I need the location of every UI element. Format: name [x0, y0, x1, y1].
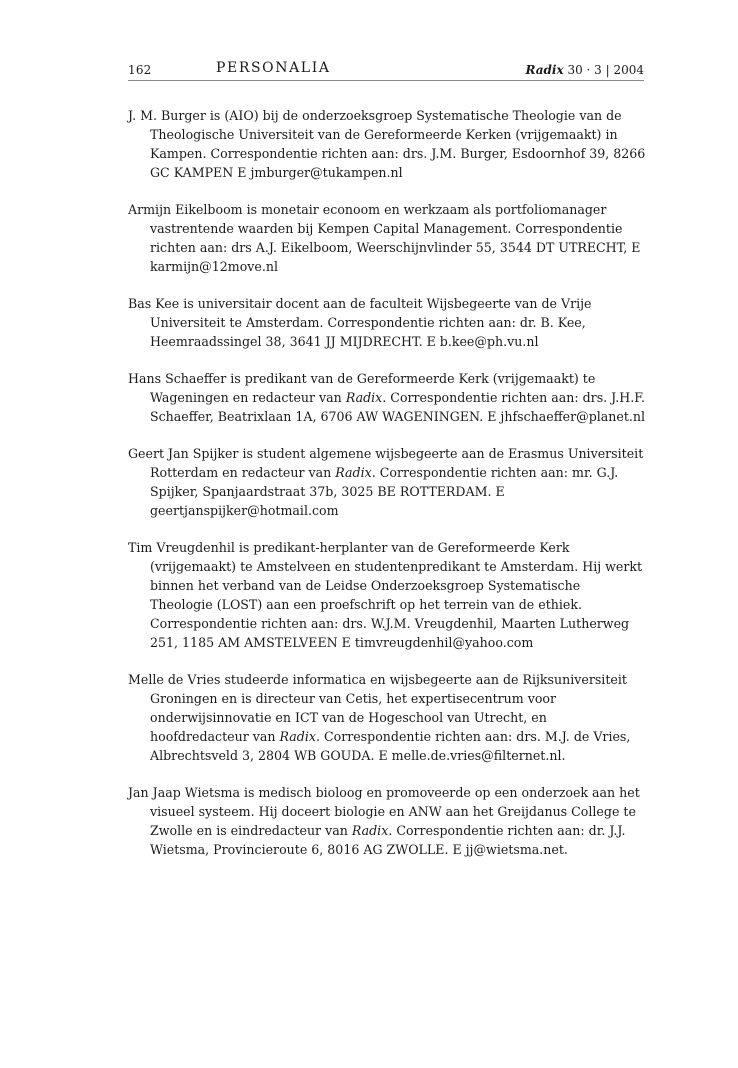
- contributor-entry-de-vries: Melle de Vries studeerde informatica en wijsbegeerte aan de Rijksuniversiteit Groningen en is directeur van Cetis, het expertisecentrum voor onderwijsinnovatie en ICT van de Hogeschool van Utrecht, en hoofdredacteur van Radix. Correspondentie richten aan: drs. M.J. de Vries, Albrechtsveld 3, 2804 WB GOUDA. E melle.de.vries@filternet.nl.: [128, 672, 631, 763]
- journal-info: [525, 63, 644, 77]
- contributor-entry-kee: Bas Kee is universitair docent aan de faculteit Wijsbegeerte van de Vrije Universiteit te Amsterdam. Correspondentie richten aan: dr. B. Kee, Heemraadssingel 38, 3641 JJ MIJDRECHT. E b.kee@ph.vu.nl: [128, 296, 592, 349]
- running-header: [128, 60, 644, 81]
- contributor-entry-spijker: Geert Jan Spijker is student algemene wijsbegeerte aan de Erasmus Universiteit Rotterdam en redacteur van Radix. Correspondentie richten aan: mr. G.J. Spijker, Spanjaardstraat 37b, 3025 BE ROTTERDAM. E geertjanspijker@hotmail.com: [128, 446, 644, 518]
- journal-name: Radix: [525, 63, 564, 77]
- journal-issue: 30 · 3 | 2004: [567, 63, 644, 77]
- section-title: PERSONALIA: [216, 60, 331, 76]
- contributor-list: [128, 106, 646, 877]
- contributor-entry-burger: J. M. Burger is (AIO) bij de onderzoeksgroep Systematische Theologie van de Theologische Universiteit van de Gereformeerde Kerken (vrijgemaakt) in Kampen. Correspondentie richten aan: drs. J.M. Burger, Esdoornhof 39, 8266 GC KAMPEN E jmburger@tukampen.nl: [128, 108, 646, 180]
- contributor-entry-eikelboom: Armijn Eikelboom is monetair econoom en werkzaam als portfoliomanager vastrentende waarden bij Kempen Capital Management. Correspondentie richten aan: drs A.J. Eikelboom, Weerschijnvlinder 55, 3544 DT UTRECHT, E karmijn@12move.nl: [128, 202, 641, 274]
- contributor-entry-vreugdenhil: Tim Vreugdenhil is predikant-herplanter van de Gereformeerde Kerk (vrijgemaakt) te Amstelveen en studentenpredikant te Amsterdam. Hij werkt binnen het verband van de Leidse Onderzoeksgroep Systematische Theologie (LOST) aan een proefschrift op het terrein van de ethiek. Correspondentie richten aan: drs. W.J.M. Vreugdenhil, Maarten Lutherweg 251, 1185 AM AMSTELVEEN E timvreugdenhil@yahoo.com: [128, 540, 643, 650]
- page-number: 162: [128, 63, 152, 77]
- contributor-entry-wietsma: Jan Jaap Wietsma is medisch bioloog en promoveerde op een onderzoek aan het visueel systeem. Hij doceert biologie en ANW aan het Greijdanus College te Zwolle en is eindredacteur van Radix. Correspondentie richten aan: dr. J.J. Wietsma, Provincieroute 6, 8016 AG ZWOLLE. E jj@wietsma.net.: [128, 785, 640, 857]
- contributor-entry-schaeffer: Hans Schaeffer is predikant van de Gereformeerde Kerk (vrijgemaakt) te Wageningen en redacteur van Radix. Correspondentie richten aan: drs. J.H.F. Schaeffer, Beatrixlaan 1A, 6706 AW WAGENINGEN. E jhfschaeffer@planet.nl: [128, 371, 646, 424]
